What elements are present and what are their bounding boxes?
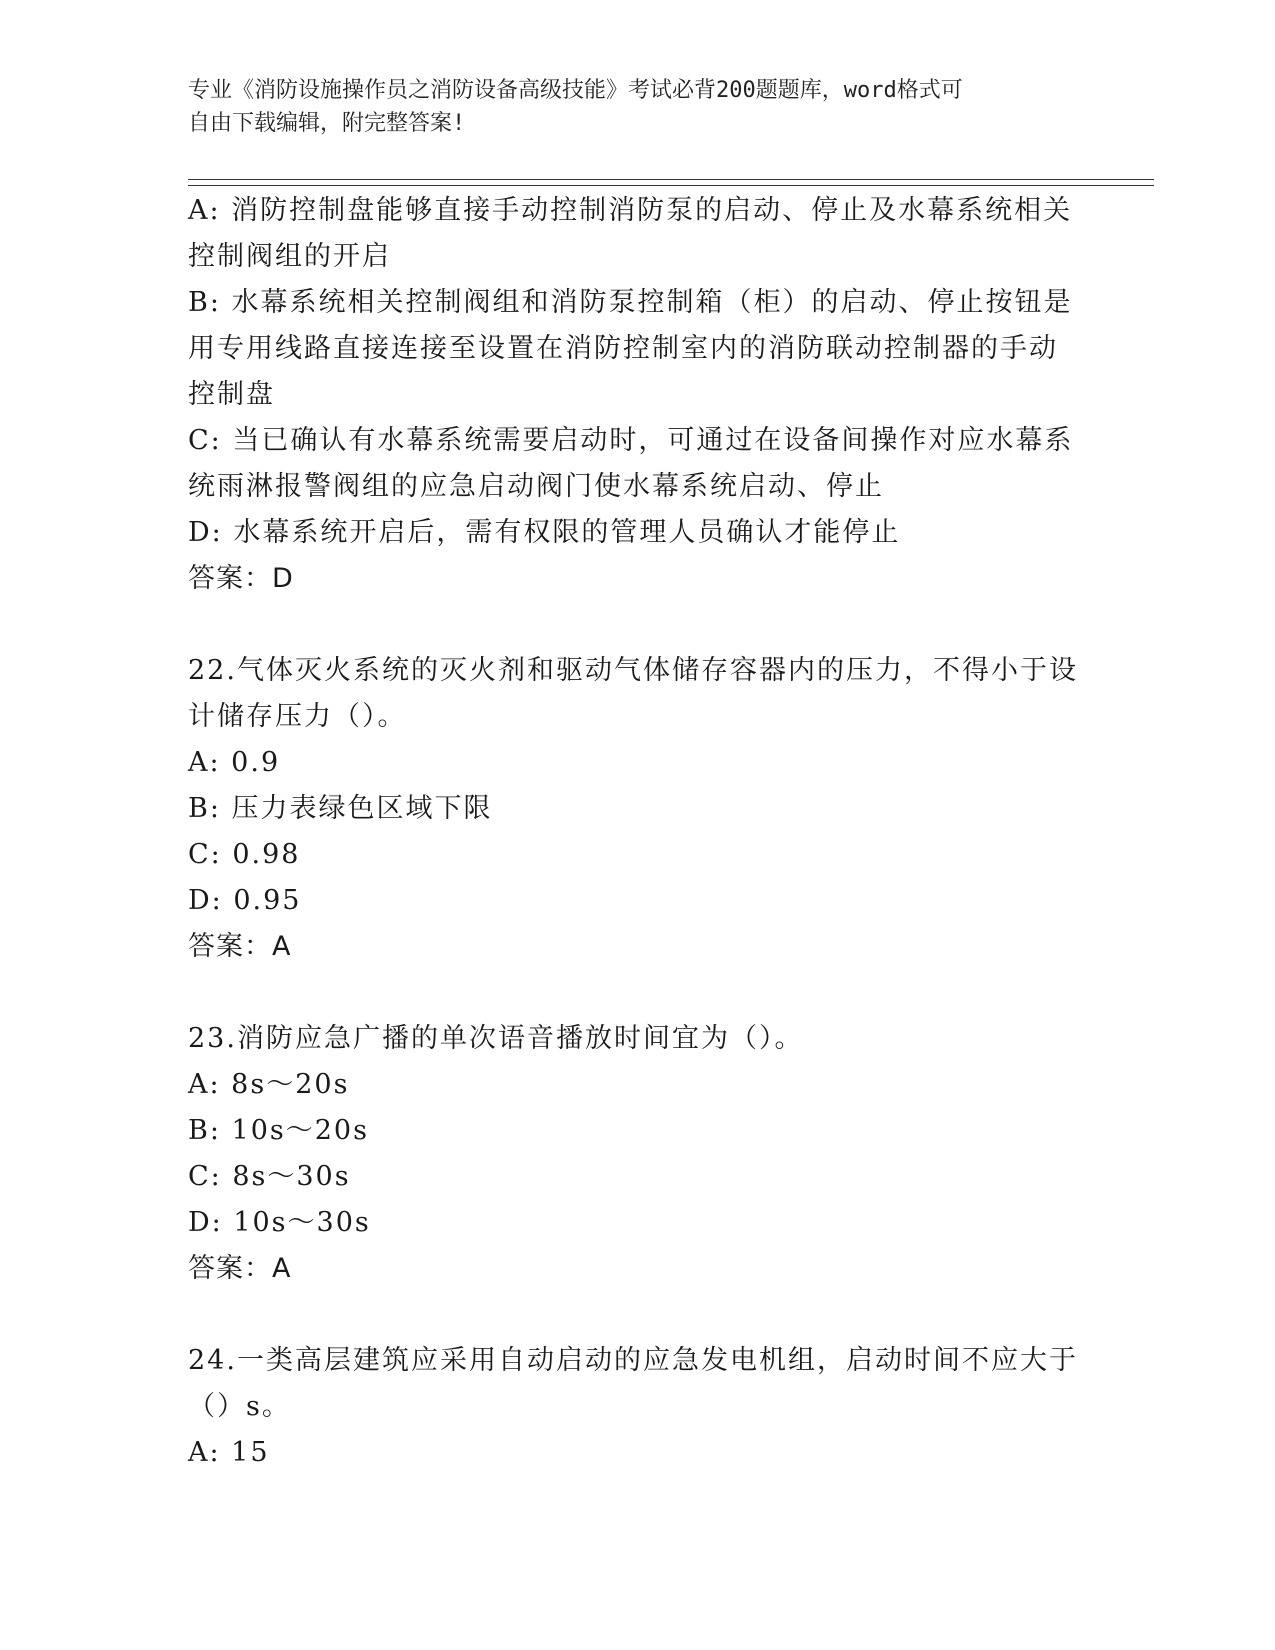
question-text: 24.一类高层建筑应采用自动启动的应急发电机组，启动时间不应大于（）s。: [188, 1345, 1078, 1422]
header-divider-top: [188, 179, 1154, 180]
answer: 答案：D: [188, 563, 294, 594]
document-body: [188, 188, 1083, 1476]
option-c: C: 当已确认有水幕系统需要启动时，可通过在设备间操作对应水幕系统雨淋报警阀组的应急启动阀门使水幕系统启动、停止: [188, 425, 1074, 502]
question-24: [188, 1338, 1083, 1476]
option-a: A: 8s～20s: [188, 1069, 350, 1100]
document-header: [188, 74, 1068, 140]
question-text: 23.消防应急广播的单次语音播放时间宜为（）。: [188, 1023, 804, 1054]
header-divider-bottom: [188, 185, 1154, 186]
option-d: D: 0.95: [188, 885, 302, 916]
option-a: A: 0.9: [188, 747, 281, 778]
header-line-2: 自由下载编辑，附完整答案!: [188, 111, 466, 136]
question-23: [188, 1016, 1083, 1292]
header-line-1: 专业《消防设施操作员之消防设备高级技能》考试必背200题题库，word格式可: [188, 78, 963, 103]
option-a: A: 消防控制盘能够直接手动控制消防泵的启动、停止及水幕系统相关控制阀组的开启: [188, 195, 1073, 272]
answer: 答案：A: [188, 931, 292, 962]
question-text: 22.气体灭火系统的灭火剂和驱动气体储存容器内的压力，不得小于设计储存压力（）。: [188, 655, 1078, 732]
option-d: D: 水幕系统开启后，需有权限的管理人员确认才能停止: [188, 517, 901, 548]
option-a: A: 15: [188, 1437, 270, 1468]
option-b: B: 水幕系统相关控制阀组和消防泵控制箱（柜）的启动、停止按钮是用专用线路直接连接至设置在消防控制室内的消防联动控制器的手动控制盘: [188, 287, 1073, 410]
option-d: D: 10s～30s: [188, 1207, 371, 1238]
question-22: [188, 648, 1083, 970]
answer: 答案：A: [188, 1253, 292, 1284]
question-21: [188, 188, 1083, 602]
option-c: C: 0.98: [188, 839, 301, 870]
option-b: B: 10s～20s: [188, 1115, 369, 1146]
option-c: C: 8s～30s: [188, 1161, 351, 1192]
option-b: B: 压力表绿色区域下限: [188, 793, 493, 824]
